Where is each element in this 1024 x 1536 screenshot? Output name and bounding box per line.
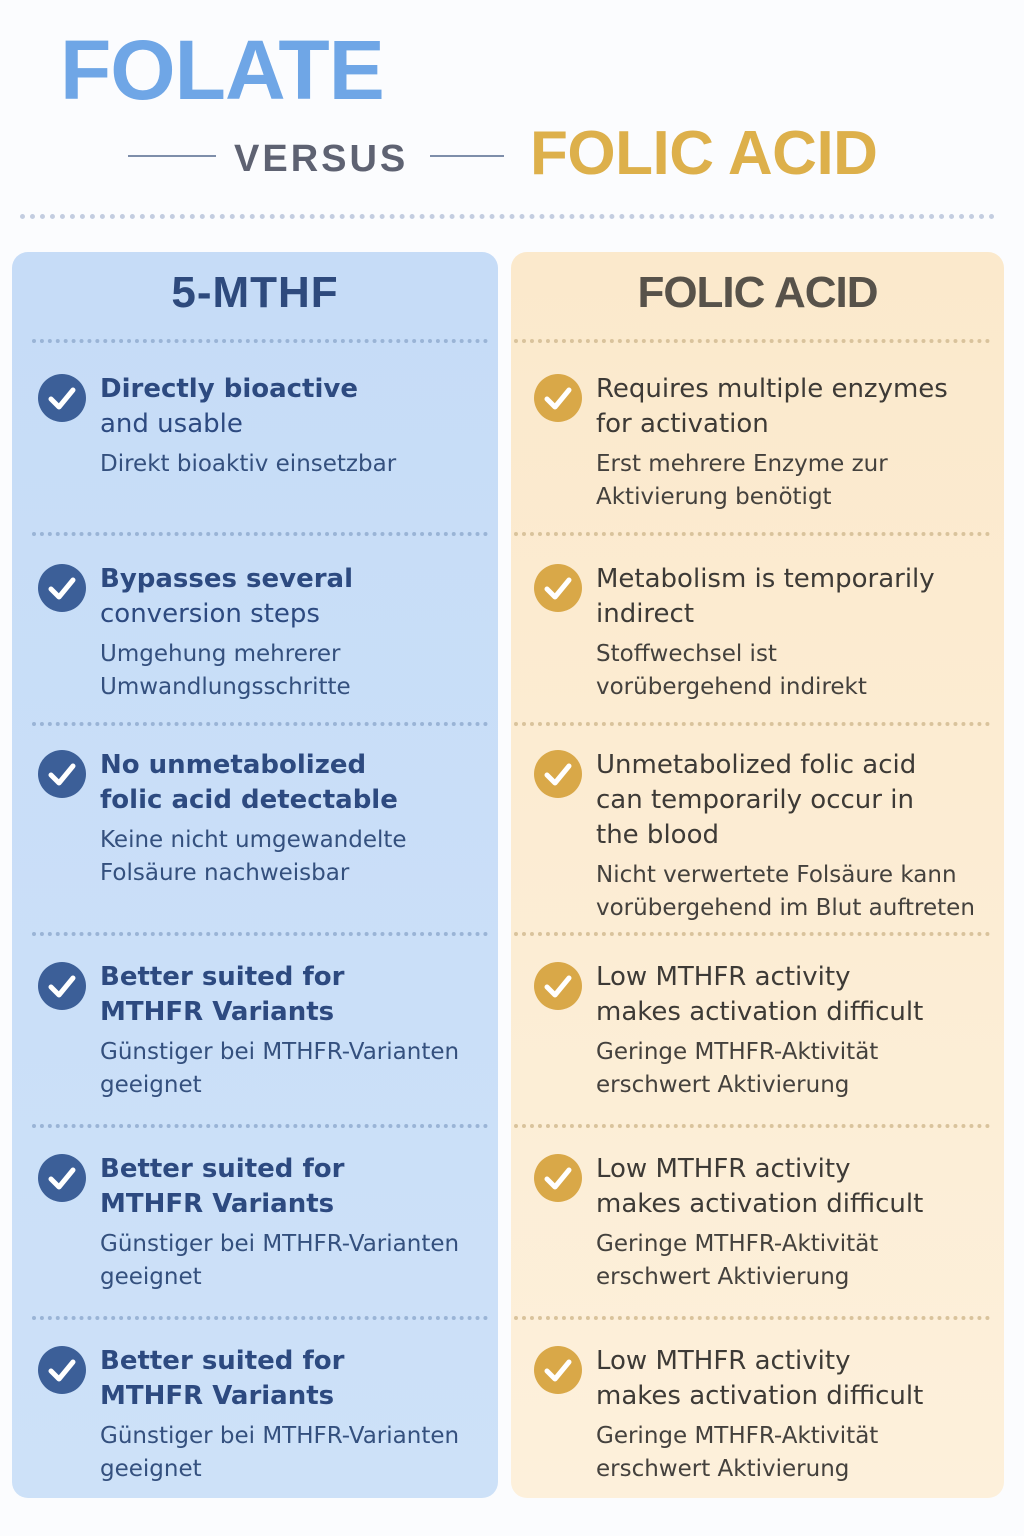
folic-acid-item-en: Metabolism is temporarily indirect [596, 564, 935, 629]
row-divider [32, 722, 488, 726]
folic-acid-item-de: Stoffwechsel ist vorübergehend indirekt [596, 641, 867, 700]
folic-acid-item-de: Erst mehrere Enzyme zur Aktivierung benötigt [596, 451, 888, 510]
folic-acid-item-de: Geringe MTHFR-Aktivität erschwert Aktivierung [596, 1039, 879, 1098]
folate-item-en: Bypasses several conversion steps [100, 564, 354, 629]
folic-acid-item-en: Requires multiple enzymes for activation [596, 374, 948, 439]
folate-item-en: Directly bioactive and usable [100, 374, 358, 439]
check-circle-icon [534, 374, 582, 422]
folate-item-de: Günstiger bei MTHFR-Varianten geeignet [100, 1231, 460, 1290]
folic-acid-column-heading: FOLIC ACID [637, 268, 878, 317]
row-divider [514, 1316, 990, 1320]
check-circle-icon [534, 1346, 582, 1394]
check-circle-icon [534, 962, 582, 1010]
versus-line-right [430, 155, 504, 157]
check-circle-icon [38, 564, 86, 612]
check-circle-icon [534, 1154, 582, 1202]
check-circle-icon [38, 1346, 86, 1394]
folate-column-heading: 5-MTHF [171, 268, 339, 317]
folate-item-de: Direkt bioaktiv einsetzbar [100, 451, 397, 477]
row-divider [32, 339, 488, 343]
folic-acid-item-de: Nicht verwertete Folsäure kann vorübergehend im Blut auftreten [596, 862, 975, 921]
row-divider [32, 532, 488, 536]
row-divider [32, 1316, 488, 1320]
folate-item-en: Better suited for MTHFR Variants [100, 1346, 345, 1411]
folate-item-en: No unmetabolized folic acid detectable [100, 750, 398, 815]
folic-acid-item-en: Low MTHFR activity makes activation difficult [596, 962, 924, 1027]
row-divider [32, 932, 488, 936]
folate-item-de: Umgehung mehrerer Umwandlungsschritte [100, 641, 351, 700]
versus-label: VERSUS [234, 138, 409, 180]
folic-acid-item-de: Geringe MTHFR-Aktivität erschwert Aktivierung [596, 1231, 879, 1290]
folate-item-de: Keine nicht umgewandelte Folsäure nachweisbar [100, 827, 407, 886]
header-divider [20, 214, 995, 219]
versus-line-left [128, 155, 216, 157]
row-divider [514, 932, 990, 936]
folate-item-de: Günstiger bei MTHFR-Varianten geeignet [100, 1423, 460, 1482]
title-folic-acid: FOLIC ACID [530, 119, 878, 188]
folate-item-de: Günstiger bei MTHFR-Varianten geeignet [100, 1039, 460, 1098]
row-divider [32, 1124, 488, 1128]
row-divider [514, 1124, 990, 1128]
check-circle-icon [38, 962, 86, 1010]
check-circle-icon [38, 750, 86, 798]
row-divider [514, 339, 990, 343]
title-folate: FOLATE [60, 23, 384, 117]
row-divider [514, 532, 990, 536]
folic-acid-item-en: Low MTHFR activity makes activation difficult [596, 1154, 924, 1219]
folate-item-en: Better suited for MTHFR Variants [100, 1154, 345, 1219]
folic-acid-item-en: Unmetabolized folic acid can temporarily occur in the blood [596, 750, 917, 850]
folate-item-en: Better suited for MTHFR Variants [100, 962, 345, 1027]
folic-acid-item-en: Low MTHFR activity makes activation difficult [596, 1346, 924, 1411]
row-divider [514, 722, 990, 726]
check-circle-icon [534, 750, 582, 798]
check-circle-icon [534, 564, 582, 612]
check-circle-icon [38, 1154, 86, 1202]
folic-acid-item-de: Geringe MTHFR-Aktivität erschwert Aktivierung [596, 1423, 879, 1482]
check-circle-icon [38, 374, 86, 422]
